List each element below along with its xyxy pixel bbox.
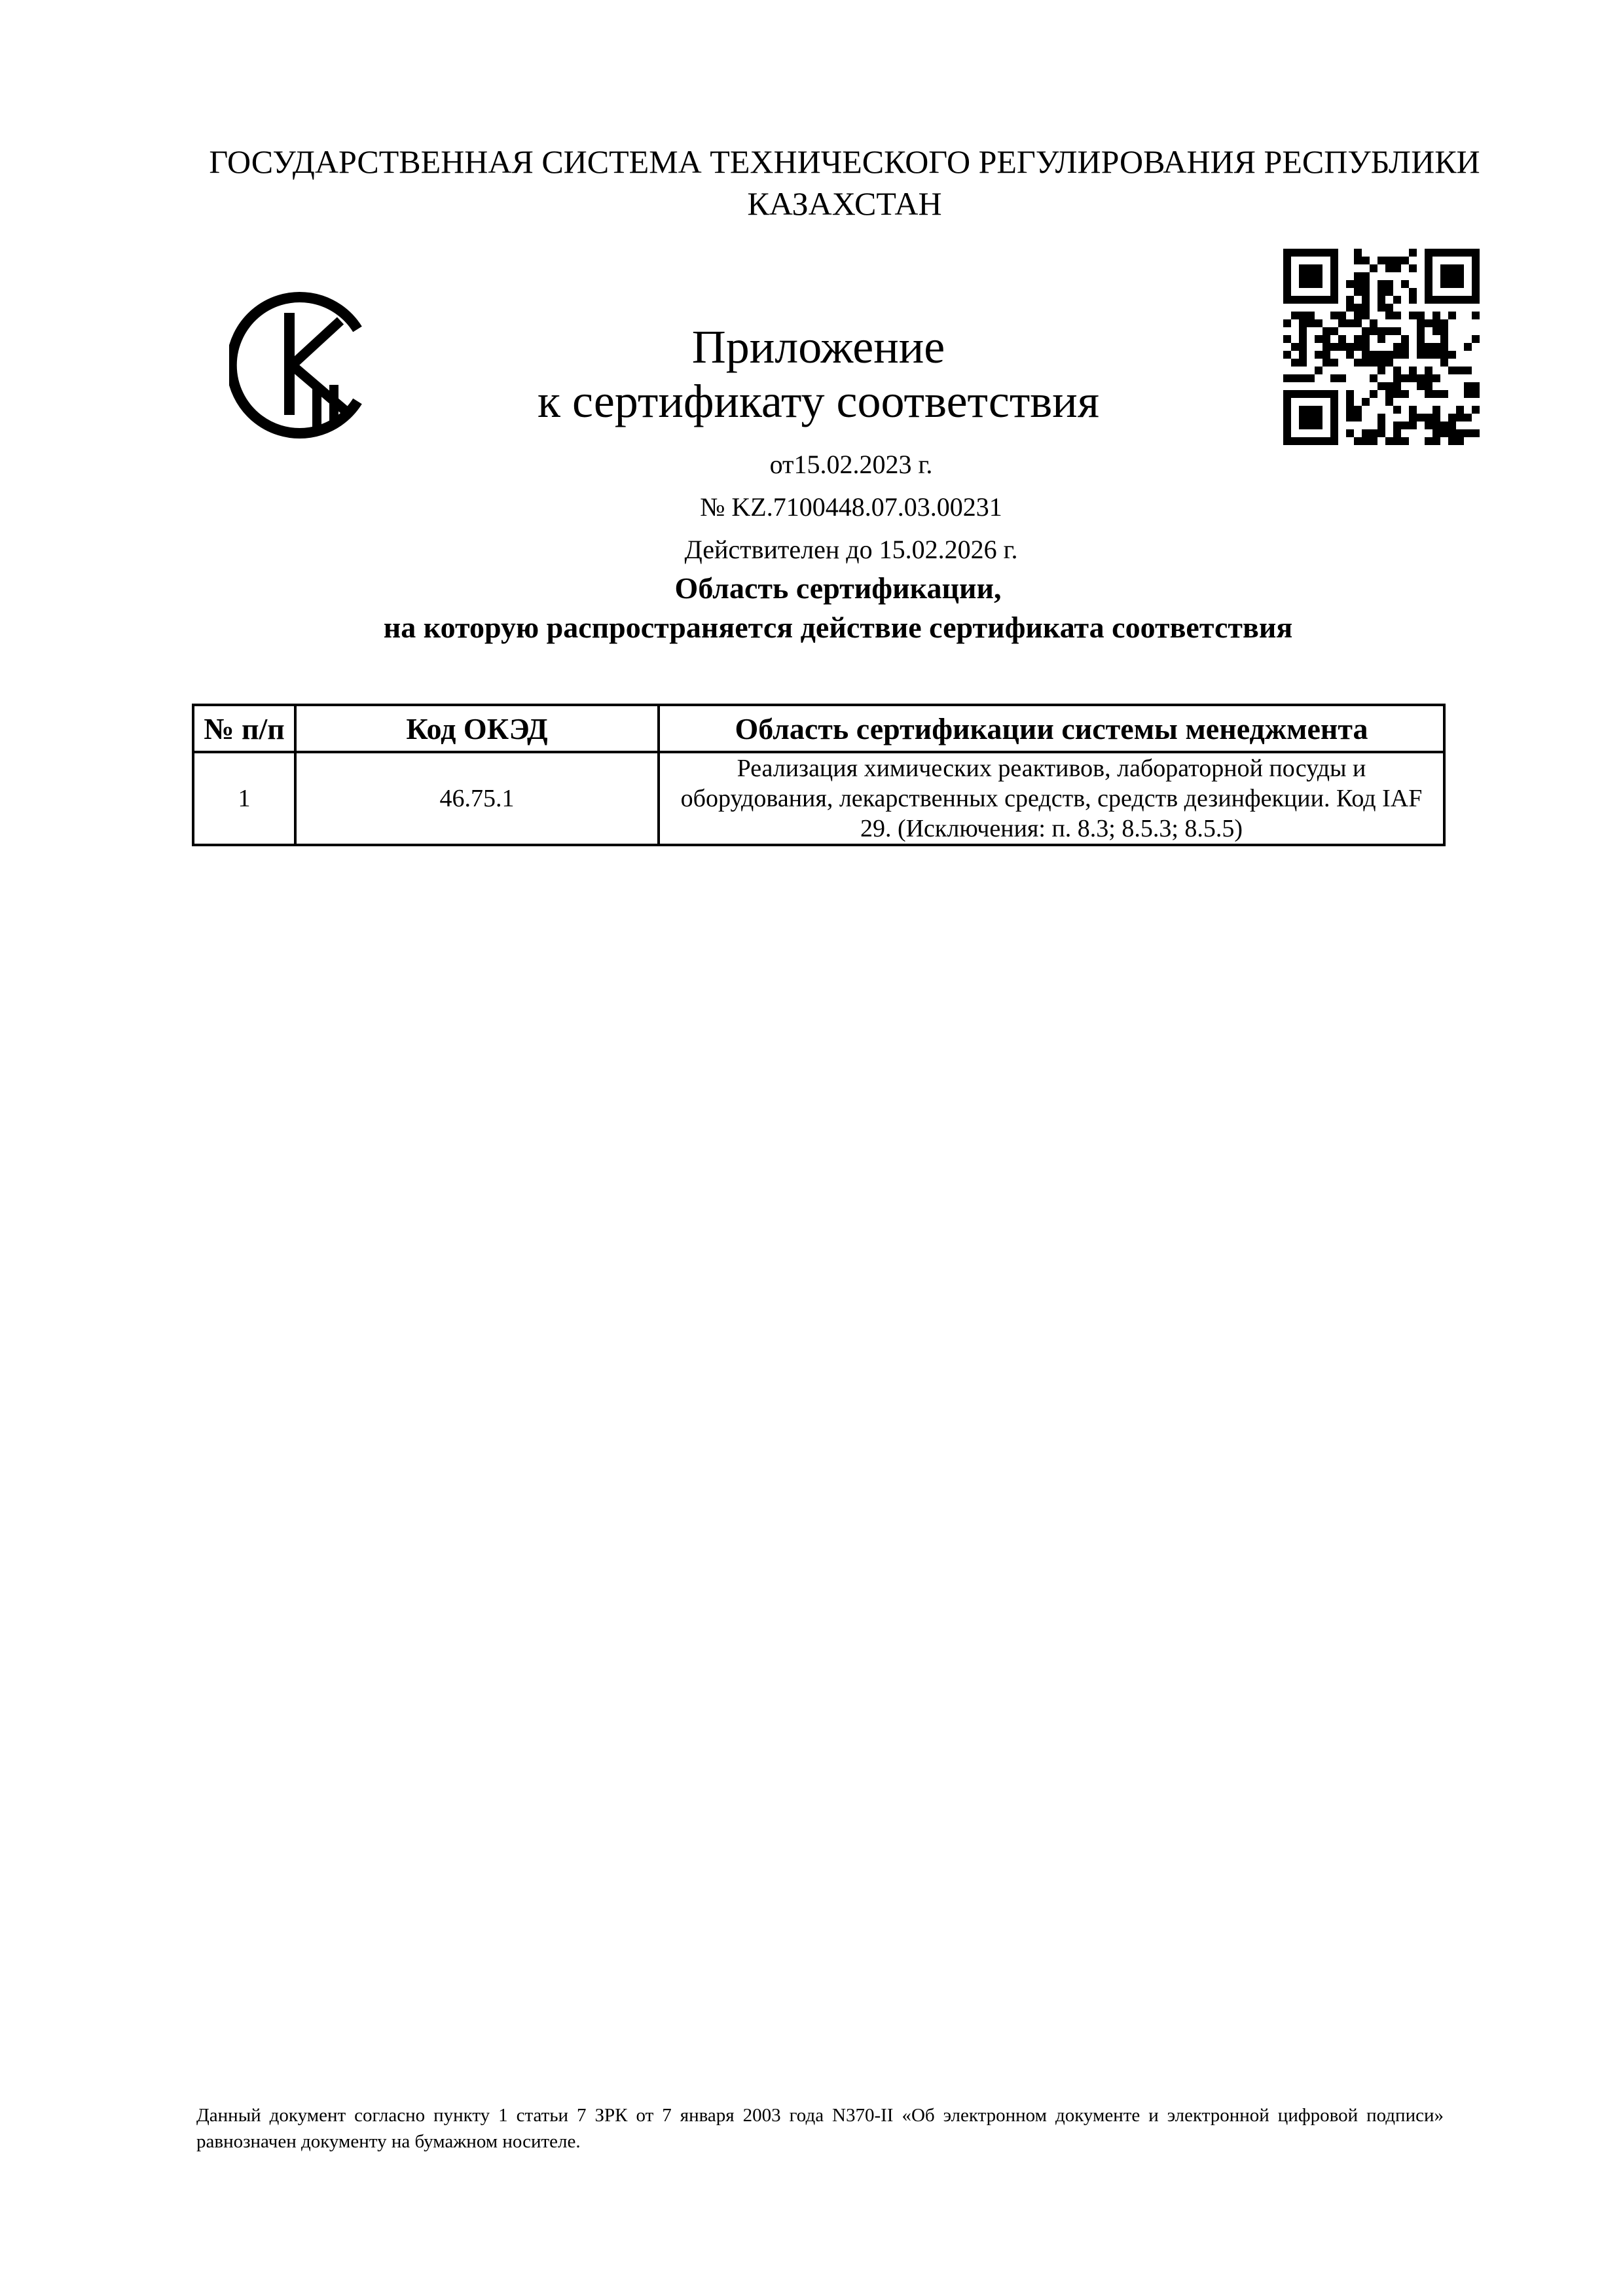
valid-until: Действителен до 15.02.2026 г. — [684, 535, 1018, 564]
issue-date: от15.02.2023 г. — [769, 450, 933, 479]
certification-scope-table — [192, 704, 1446, 846]
row-scope: Реализация химических реактивов, лабораторной посуды и оборудования, лекарственных средств, средств дезинфекции. Код IAF 29. (Исключения: п. 8.3; 8.5.3; 8.5.5) — [659, 752, 1444, 845]
title-line-1: Приложение — [691, 321, 945, 373]
header-number: № п/п — [193, 705, 295, 752]
row-code: 46.75.1 — [295, 752, 659, 845]
header-line-2: КАЗАХСТАН — [747, 185, 942, 222]
header-okved-code: Код ОКЭД — [295, 705, 659, 752]
title-line-2: к сертификату соответствия — [538, 375, 1099, 427]
scope-heading-line-1: Область сертификации, — [674, 571, 1002, 605]
document-header — [157, 141, 1532, 224]
header-line-1: ГОСУДАРСТВЕННАЯ СИСТЕМА ТЕХНИЧЕСКОГО РЕГУЛИРОВАНИЯ РЕСПУБЛИКИ — [209, 143, 1480, 180]
kz-conformity-mark-icon — [229, 287, 373, 442]
legal-footer-note: Данный документ согласно пункту 1 статьи 7 ЗРК от 7 января 2003 года N370-II «Об электронном документе и электронной цифровой подписи» равнозначен документу на бумажном носителе. — [196, 2105, 1444, 2152]
table-header-row — [193, 705, 1444, 752]
table-row — [193, 752, 1444, 845]
certificate-number: № KZ.7100448.07.03.00231 — [700, 492, 1002, 522]
scope-heading-line-2: на которую распространяется действие сертификата соответствия — [383, 611, 1293, 644]
row-number: 1 — [193, 752, 295, 845]
header-scope: Область сертификации системы менеджмента — [659, 705, 1444, 752]
qr-code-icon — [1283, 249, 1480, 445]
